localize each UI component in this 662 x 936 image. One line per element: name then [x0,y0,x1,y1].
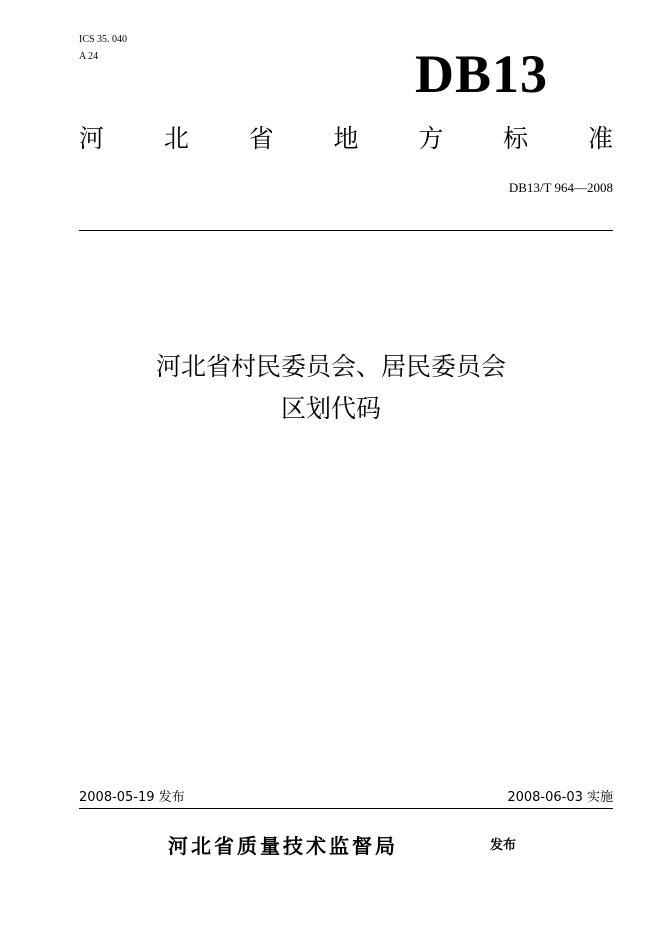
standard-number: DB13/T 964—2008 [508,180,613,195]
standard-type-char: 河 [79,124,105,153]
bottom-divider [79,808,613,809]
standard-type-char: 省 [248,124,274,153]
standard-type-char: 地 [333,124,359,153]
ics-code: ICS 35. 040 [79,34,128,45]
implementation-date: 2008-06-03 实施 [507,790,613,805]
standard-type-char: 方 [418,124,444,153]
standard-type [79,123,613,155]
standard-type-char: 北 [163,124,189,153]
standard-type-char: 标 [503,124,529,153]
document-title-line1: 河北省村民委员会、居民委员会 [155,352,506,381]
top-divider [79,230,613,231]
issuing-label: 发布 [490,838,517,853]
standard-type-char: 准 [587,124,613,153]
document-title-line2: 区划代码 [280,394,381,423]
issue-date: 2008-05-19 发布 [79,790,185,805]
issuing-authority: 河北省质量技术监督局 [168,834,398,858]
standard-code-logo: DB13 [415,44,549,104]
classification-code: A 24 [79,51,99,62]
